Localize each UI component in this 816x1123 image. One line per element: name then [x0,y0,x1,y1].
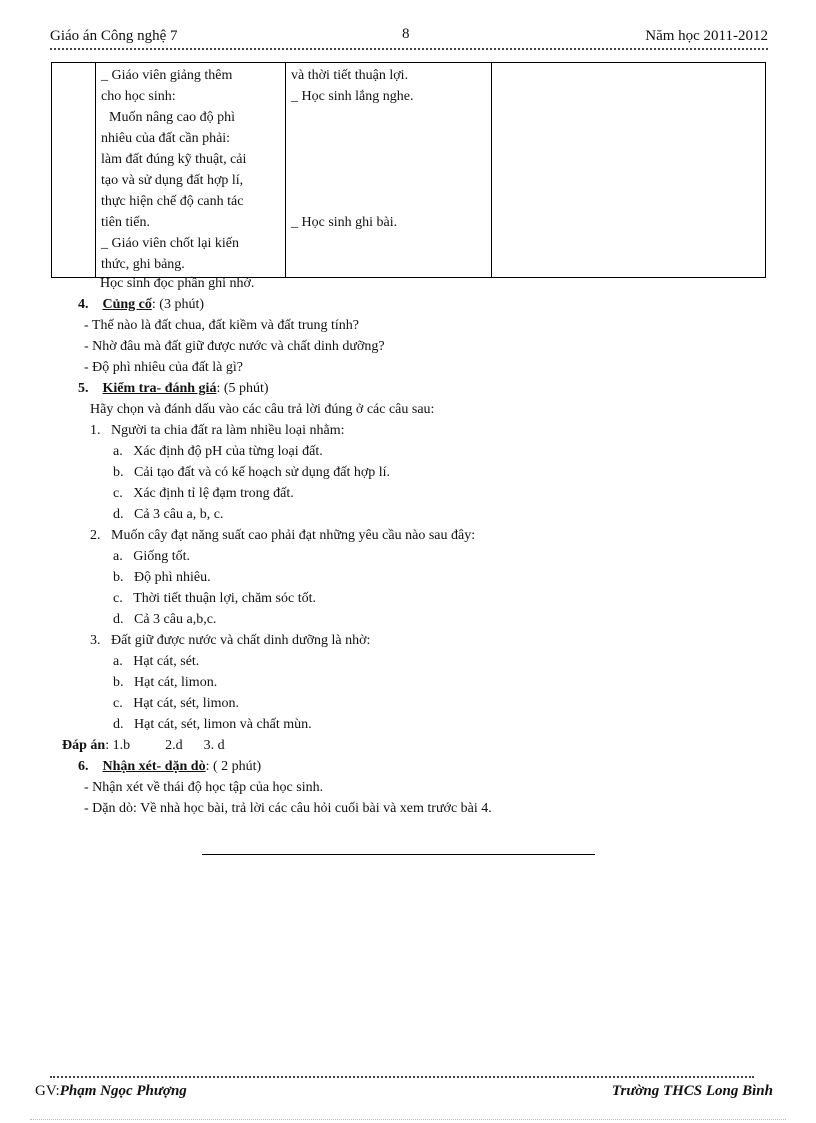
answer-option: d. Hạt cát, sét, limon và chất mùn. [113,717,312,732]
teacher-line: tiên tiến. [101,215,150,230]
student-line: _ Học sinh ghi bài. [291,215,398,230]
after-table-note: Học sinh đọc phần ghi nhớ. [100,276,255,291]
teacher-name: GV:Phạm Ngọc Phượng [35,1083,187,1099]
answer-option: a. Xác định độ pH của từng loại đất. [113,444,323,459]
section-4-heading: 4. Củng cố: (3 phút) [78,297,205,312]
header-title: Giáo án Công nghệ 7 [50,28,178,44]
teacher-activity-cell [96,63,286,278]
student-line: và thời tiết thuận lợi. [291,68,409,83]
teacher-line: làm đất đúng kỹ thuật, cải [101,152,247,167]
teacher-line: tạo và sử dụng đất hợp lí, [101,173,244,188]
page-number: 8 [402,26,410,42]
teacher-line: cho học sinh: [101,89,176,104]
teacher-line: nhiêu của đất cần phải: [101,131,231,146]
student-line: _ Học sinh lắng nghe. [291,89,414,104]
answer-option: c. Xác định tỉ lệ đạm trong đất. [113,486,294,501]
table-cell-empty-left [52,63,96,278]
list-item: - Độ phì nhiêu của đất là gì? [84,360,244,375]
page-edge [30,1119,786,1120]
teacher-line: thức, ghi bảng. [101,257,185,272]
footer-divider [50,1076,754,1078]
teacher-line: thực hiện chế độ canh tác [101,194,244,209]
answer-key: Đáp án: 1.b 2.d 3. d [62,738,225,753]
list-item: - Thế nào là đất chua, đất kiềm và đất trung tính? [84,318,359,333]
lesson-table [51,62,766,278]
header-divider [50,48,768,50]
table-cell-empty-right [492,63,766,278]
answer-option: a. Giống tốt. [113,549,190,564]
question-1: 1. Người ta chia đất ra làm nhiều loại nhằm: [90,423,345,438]
teacher-line: Muốn nâng cao độ phì [109,110,235,125]
student-activity-cell [286,63,492,278]
answer-option: a. Hạt cát, sét. [113,654,200,669]
school-year: Năm học 2011-2012 [645,28,768,44]
question-2: 2. Muốn cây đạt năng suất cao phải đạt những yêu cầu nào sau đây: [90,528,476,543]
answer-option: b. Hạt cát, limon. [113,675,218,690]
list-item: - Nhờ đâu mà đất giữ được nước và chất dinh dưỡng? [84,339,385,354]
section-5-heading: 5. Kiểm tra- đánh giá: (5 phút) [78,381,269,396]
teacher-line: _ Giáo viên chốt lại kiến [101,236,240,251]
section-6-heading: 6. Nhận xét- dặn dò: ( 2 phút) [78,759,262,774]
list-item: - Dặn dò: Về nhà học bài, trả lời các câu hỏi cuối bài và xem trước bài 4. [84,801,492,816]
quiz-intro: Hãy chọn và đánh dấu vào các câu trả lời đúng ở các câu sau: [90,402,435,417]
answer-option: d. Cả 3 câu a, b, c. [113,507,224,522]
answer-option: d. Cả 3 câu a,b,c. [113,612,217,627]
answer-option: b. Cải tạo đất và có kế hoạch sử dụng đất hợp lí. [113,465,391,480]
teacher-line: _ Giáo viên giảng thêm [101,68,233,83]
answer-option: b. Độ phì nhiêu. [113,570,211,585]
answer-option: c. Hạt cát, sét, limon. [113,696,239,711]
question-3: 3. Đất giữ được nước và chất dinh dưỡng là nhờ: [90,633,371,648]
answer-option: c. Thời tiết thuận lợi, chăm sóc tốt. [113,591,316,606]
list-item: - Nhận xét về thái độ học tập của học sinh. [84,780,324,795]
school-name: Trường THCS Long Bình [611,1083,773,1099]
end-divider [202,854,595,855]
table-row [52,63,766,278]
